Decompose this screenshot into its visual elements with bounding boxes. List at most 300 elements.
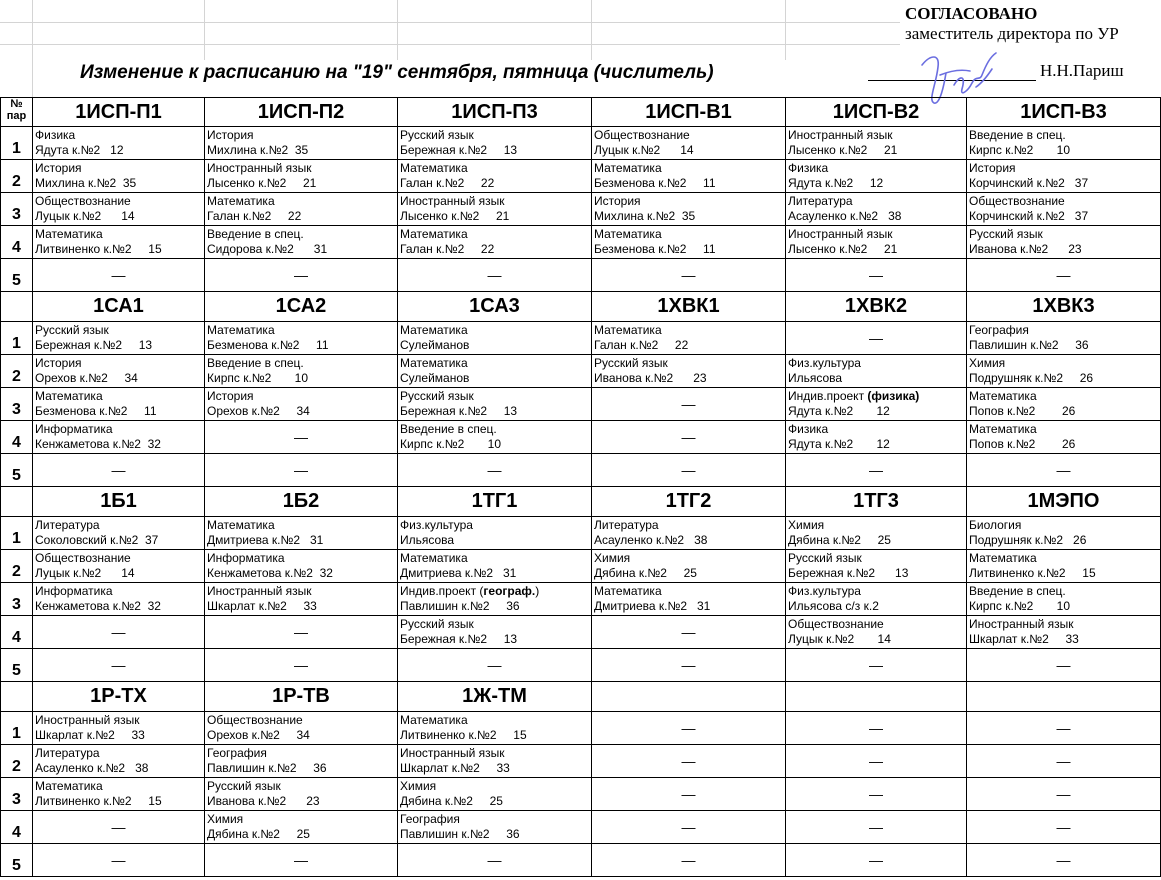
subject-text: Индив.проект ( xyxy=(400,584,484,598)
no-lesson-dash: — xyxy=(487,462,502,478)
subject-name xyxy=(786,194,966,209)
lesson-cell xyxy=(33,778,205,811)
lesson-number: 1 xyxy=(1,322,33,355)
subject-text: Введение в спец. xyxy=(969,128,1066,142)
schedule-row xyxy=(1,517,1161,550)
lesson-cell xyxy=(205,583,398,616)
lesson-number: 4 xyxy=(1,811,33,844)
lesson-cell xyxy=(592,745,786,778)
subject-text: Русский язык xyxy=(969,227,1043,241)
no-lesson-dash: — xyxy=(1056,852,1071,868)
schedule-row xyxy=(1,454,1161,487)
subject-text: Биология xyxy=(969,518,1022,532)
subject-text: Обществознание xyxy=(788,617,884,631)
group-header: 1ХВК2 xyxy=(786,292,967,322)
teacher-room: Дябина к.№2 25 xyxy=(207,827,310,841)
lesson-cell xyxy=(592,550,786,583)
group-header xyxy=(592,682,786,712)
no-lesson-dash: — xyxy=(869,753,883,769)
lesson-cell xyxy=(786,160,967,193)
signer-name: Н.Н.Париш xyxy=(1040,61,1124,80)
group-header: 1ИСП-В3 xyxy=(967,98,1161,127)
no-lesson-dash: — xyxy=(681,462,696,478)
subject-text: Обществознание xyxy=(969,194,1065,208)
lesson-cell xyxy=(967,811,1161,844)
lesson-cell xyxy=(33,745,205,778)
lesson-number: 3 xyxy=(1,583,33,616)
lesson-cell xyxy=(967,355,1161,388)
subject-name xyxy=(205,812,397,827)
lesson-cell xyxy=(398,616,592,649)
subject-text: Иностранный язык xyxy=(969,617,1074,631)
lesson-cell xyxy=(33,712,205,745)
subject-text: Введение в спец. xyxy=(400,422,497,436)
subject-name xyxy=(33,746,204,761)
lesson-cell xyxy=(205,226,398,259)
schedule-row xyxy=(1,844,1161,877)
subject-name xyxy=(205,161,397,176)
subject-name xyxy=(33,551,204,566)
lesson-cell xyxy=(786,226,967,259)
subject-name xyxy=(592,584,785,599)
group-header: 1ХВК3 xyxy=(967,292,1161,322)
grid-line xyxy=(32,0,33,97)
lesson-cell xyxy=(33,454,205,487)
subject-name xyxy=(786,551,966,566)
group-header: 1СА1 xyxy=(33,292,205,322)
subject-text: Обществознание xyxy=(594,128,690,142)
no-lesson-dash: — xyxy=(1056,657,1071,673)
no-lesson-dash: — xyxy=(111,462,126,478)
subject-text: История xyxy=(35,356,82,370)
schedule-row xyxy=(1,322,1161,355)
subject-text: Математика xyxy=(400,161,468,175)
teacher-room: Луцык к.№2 14 xyxy=(35,566,135,580)
group-header: 1Р-ТХ xyxy=(33,682,205,712)
lesson-cell xyxy=(398,322,592,355)
lesson-cell xyxy=(786,745,967,778)
lesson-number: 3 xyxy=(1,778,33,811)
subject-name xyxy=(398,194,591,209)
subject-name xyxy=(967,389,1160,404)
subject-text: Математика xyxy=(969,422,1037,436)
lesson-cell xyxy=(33,550,205,583)
subject-text: География xyxy=(969,323,1029,337)
teacher-room: Безменова к.№2 11 xyxy=(594,242,716,256)
subject-name xyxy=(398,128,591,143)
subject-name xyxy=(205,227,397,242)
subject-text: Индив.проект xyxy=(788,389,868,403)
subject-note: географ. xyxy=(483,584,536,598)
group-header: 1ТГ3 xyxy=(786,487,967,517)
lesson-cell xyxy=(205,649,398,682)
teacher-room: Орехов к.№2 34 xyxy=(35,371,138,385)
teacher-room: Лысенко к.№2 21 xyxy=(400,209,510,223)
teacher-room: Иванова к.№2 23 xyxy=(207,794,320,808)
no-lesson-dash: — xyxy=(681,429,696,445)
subject-name xyxy=(205,584,397,599)
teacher-room: Дябина к.№2 25 xyxy=(788,533,891,547)
lesson-cell xyxy=(967,388,1161,421)
group-header: 1ИСП-В1 xyxy=(592,98,786,127)
subject-text: Русский язык xyxy=(400,389,474,403)
no-lesson-dash: — xyxy=(1056,267,1071,283)
group-header: 1ИСП-П2 xyxy=(205,98,398,127)
subject-name xyxy=(967,356,1160,371)
subject-name xyxy=(786,356,966,371)
lesson-label: пар xyxy=(6,110,27,122)
schedule-row xyxy=(1,745,1161,778)
subject-name xyxy=(967,227,1160,242)
subject-name xyxy=(592,518,785,533)
no-lesson-dash: — xyxy=(487,657,502,673)
subject-name xyxy=(33,323,204,338)
lesson-cell xyxy=(33,160,205,193)
subject-text: Химия xyxy=(969,356,1006,370)
no-lesson-dash: — xyxy=(681,624,696,640)
grid-line xyxy=(785,0,786,60)
group-header: 1Ж-ТМ xyxy=(398,682,592,712)
lesson-cell xyxy=(205,421,398,454)
subject-text: Русский язык xyxy=(400,617,474,631)
lesson-cell xyxy=(592,454,786,487)
lesson-cell xyxy=(592,844,786,877)
lesson-cell xyxy=(205,160,398,193)
lesson-cell xyxy=(398,712,592,745)
no-lesson-dash: — xyxy=(111,624,126,640)
no-lesson-dash: — xyxy=(869,267,883,283)
lesson-cell xyxy=(967,844,1161,877)
lesson-cell xyxy=(398,259,592,292)
number-sign: № xyxy=(10,98,23,110)
group-header: 1ИСП-В2 xyxy=(786,98,967,127)
lesson-cell xyxy=(967,226,1161,259)
group-header xyxy=(967,682,1161,712)
lesson-cell xyxy=(967,160,1161,193)
teacher-room: Орехов к.№2 34 xyxy=(207,404,310,418)
subject-text: Литература xyxy=(788,194,853,208)
teacher-room: Безменова к.№2 11 xyxy=(207,338,329,352)
lesson-cell xyxy=(398,226,592,259)
subject-name xyxy=(205,128,397,143)
lesson-cell xyxy=(205,712,398,745)
teacher-room: Иванова к.№2 23 xyxy=(969,242,1082,256)
no-lesson-dash: — xyxy=(869,852,883,868)
subject-name xyxy=(592,161,785,176)
teacher-room: Кирпс к.№2 10 xyxy=(400,437,502,451)
subject-text: Математика xyxy=(400,323,468,337)
subject-name xyxy=(592,551,785,566)
subject-text: Введение в спец. xyxy=(969,584,1066,598)
lesson-cell xyxy=(967,127,1161,160)
lesson-cell xyxy=(33,355,205,388)
teacher-room: Бережная к.№2 13 xyxy=(400,404,518,418)
lesson-cell xyxy=(205,517,398,550)
no-lesson-dash: — xyxy=(1056,462,1071,478)
lesson-cell xyxy=(398,811,592,844)
lesson-cell xyxy=(592,259,786,292)
subject-name xyxy=(398,617,591,632)
lesson-cell xyxy=(33,811,205,844)
lesson-cell xyxy=(205,778,398,811)
no-lesson-dash: — xyxy=(294,267,308,283)
lesson-cell xyxy=(967,550,1161,583)
lesson-number: 2 xyxy=(1,160,33,193)
lesson-cell xyxy=(398,355,592,388)
group-header: 1Б1 xyxy=(33,487,205,517)
schedule-row xyxy=(1,259,1161,292)
lesson-cell xyxy=(786,712,967,745)
subject-text: Математика xyxy=(400,356,468,370)
teacher-room: Безменова к.№2 11 xyxy=(35,404,157,418)
subject-suffix: ) xyxy=(535,584,540,598)
grid-line xyxy=(591,0,592,60)
group-header: 1Б2 xyxy=(205,487,398,517)
subject-name xyxy=(398,713,591,728)
teacher-room: Ильясова xyxy=(400,533,455,547)
subject-name xyxy=(33,227,204,242)
lesson-cell xyxy=(398,193,592,226)
lesson-cell xyxy=(967,649,1161,682)
no-lesson-dash: — xyxy=(869,657,883,673)
group-header: 1ХВК1 xyxy=(592,292,786,322)
lesson-cell xyxy=(592,712,786,745)
subject-name xyxy=(398,518,591,533)
schedule-row xyxy=(1,127,1161,160)
no-lesson-dash: — xyxy=(869,720,883,736)
lesson-cell xyxy=(786,550,967,583)
subject-name xyxy=(967,617,1160,632)
lesson-cell xyxy=(786,322,967,355)
subject-name xyxy=(398,323,591,338)
group-header xyxy=(786,682,967,712)
grid-line xyxy=(204,0,205,60)
subject-text: Математика xyxy=(207,194,275,208)
subject-name xyxy=(967,551,1160,566)
teacher-room: Дябина к.№2 25 xyxy=(400,794,503,808)
subject-text: История xyxy=(35,161,82,175)
subject-text: Литература xyxy=(594,518,659,532)
subject-name xyxy=(205,518,397,533)
lesson-cell xyxy=(398,388,592,421)
subject-text: География xyxy=(400,812,460,826)
lesson-number-header xyxy=(1,98,33,127)
teacher-room: Сулейманов xyxy=(400,371,470,385)
lesson-cell xyxy=(205,550,398,583)
lesson-number: 2 xyxy=(1,550,33,583)
lesson-number: 1 xyxy=(1,712,33,745)
schedule-row xyxy=(1,778,1161,811)
subject-text: Математика xyxy=(207,518,275,532)
teacher-room: Подрушняк к.№2 26 xyxy=(969,533,1087,547)
teacher-room: Павлишин к.№2 36 xyxy=(207,761,327,775)
subject-name xyxy=(33,389,204,404)
subject-name xyxy=(205,356,397,371)
subject-text: История xyxy=(207,389,254,403)
subject-text: Физика xyxy=(788,422,829,436)
schedule-row xyxy=(1,616,1161,649)
subject-name xyxy=(33,779,204,794)
lesson-cell xyxy=(592,226,786,259)
lesson-cell xyxy=(592,322,786,355)
subject-name xyxy=(786,161,966,176)
subject-text: Информатика xyxy=(207,551,285,565)
grid-line xyxy=(397,0,398,60)
no-lesson-dash: — xyxy=(681,720,696,736)
lesson-cell xyxy=(786,649,967,682)
approved-label: СОГЛАСОВАНО xyxy=(905,4,1038,23)
lesson-number: 5 xyxy=(1,259,33,292)
subject-text: Математика xyxy=(207,323,275,337)
schedule-row xyxy=(1,388,1161,421)
subject-name xyxy=(398,227,591,242)
subject-text: Математика xyxy=(594,584,662,598)
lesson-cell xyxy=(33,226,205,259)
lesson-cell xyxy=(398,421,592,454)
lesson-cell xyxy=(786,517,967,550)
lesson-cell xyxy=(205,454,398,487)
subject-text: Математика xyxy=(594,161,662,175)
teacher-room: Бережная к.№2 13 xyxy=(788,566,909,580)
subject-text: Иностранный язык xyxy=(400,194,505,208)
teacher-room: Попов к.№2 26 xyxy=(969,404,1076,418)
teacher-room: Дябина к.№2 25 xyxy=(594,566,697,580)
subject-name xyxy=(33,128,204,143)
teacher-room: Луцык к.№2 14 xyxy=(35,209,135,223)
page-title: Изменение к расписанию на "19" сентября, пятница (числитель) xyxy=(80,62,714,83)
subject-text: История xyxy=(969,161,1016,175)
lesson-cell xyxy=(592,421,786,454)
no-lesson-dash: — xyxy=(111,819,126,835)
subject-name xyxy=(398,161,591,176)
subject-name xyxy=(33,161,204,176)
subject-name xyxy=(967,518,1160,533)
schedule-row xyxy=(1,811,1161,844)
lesson-number: 4 xyxy=(1,421,33,454)
lesson-cell xyxy=(786,193,967,226)
subject-text: Математика xyxy=(35,389,103,403)
lesson-cell xyxy=(205,811,398,844)
lesson-cell xyxy=(967,421,1161,454)
teacher-room: Корчинский к.№2 37 xyxy=(969,209,1089,223)
subject-name xyxy=(205,746,397,761)
teacher-room: Ядута к.№2 12 xyxy=(788,404,890,418)
subject-text: Физ.культура xyxy=(400,518,473,532)
subject-text: Математика xyxy=(969,551,1037,565)
no-lesson-dash: — xyxy=(1056,819,1071,835)
lesson-cell xyxy=(967,259,1161,292)
lesson-cell xyxy=(33,259,205,292)
subject-name xyxy=(398,746,591,761)
teacher-room: Шкарлат к.№2 33 xyxy=(207,599,317,613)
lesson-cell xyxy=(398,454,592,487)
subject-text: Математика xyxy=(400,227,468,241)
lesson-cell xyxy=(592,127,786,160)
no-lesson-dash: — xyxy=(681,852,696,868)
group-header: 1ТГ2 xyxy=(592,487,786,517)
teacher-room: Дмитриева к.№2 31 xyxy=(400,566,517,580)
no-lesson-dash: — xyxy=(111,657,126,673)
lesson-cell xyxy=(786,259,967,292)
lesson-cell xyxy=(592,193,786,226)
lesson-number: 5 xyxy=(1,844,33,877)
lesson-cell xyxy=(33,517,205,550)
teacher-room: Бережная к.№2 13 xyxy=(400,632,518,646)
group-header: 1ИСП-П3 xyxy=(398,98,592,127)
subject-name xyxy=(786,518,966,533)
teacher-room: Кенжаметова к.№2 32 xyxy=(207,566,333,580)
lesson-cell xyxy=(33,583,205,616)
teacher-room: Сулейманов xyxy=(400,338,470,352)
no-lesson-dash: — xyxy=(294,852,308,868)
lesson-cell xyxy=(205,127,398,160)
lesson-cell xyxy=(592,517,786,550)
no-lesson-dash: — xyxy=(111,852,126,868)
subject-name xyxy=(967,194,1160,209)
lesson-cell xyxy=(967,517,1161,550)
lesson-cell xyxy=(967,583,1161,616)
subject-text: Русский язык xyxy=(207,779,281,793)
schedule-row xyxy=(1,355,1161,388)
teacher-room: Корчинский к.№2 37 xyxy=(969,176,1089,190)
lesson-cell xyxy=(398,844,592,877)
no-lesson-dash: — xyxy=(681,396,696,412)
teacher-room: Асауленко к.№2 38 xyxy=(35,761,149,775)
group-header: 1МЭПО xyxy=(967,487,1161,517)
subject-text: Русский язык xyxy=(788,551,862,565)
no-lesson-dash: — xyxy=(681,267,696,283)
lesson-cell xyxy=(967,454,1161,487)
no-lesson-dash: — xyxy=(487,267,502,283)
lesson-number: 3 xyxy=(1,193,33,226)
subject-name xyxy=(33,713,204,728)
teacher-room: Кирпс к.№2 10 xyxy=(969,599,1071,613)
no-lesson-dash: — xyxy=(681,657,696,673)
subject-text: Обществознание xyxy=(207,713,303,727)
lesson-cell xyxy=(205,355,398,388)
lesson-cell xyxy=(592,811,786,844)
lesson-number-header xyxy=(1,682,33,712)
lesson-cell xyxy=(786,454,967,487)
group-header: 1ИСП-П1 xyxy=(33,98,205,127)
subject-text: Химия xyxy=(207,812,244,826)
schedule-row xyxy=(1,550,1161,583)
lesson-number: 2 xyxy=(1,355,33,388)
lesson-cell xyxy=(786,355,967,388)
teacher-room: Галан к.№2 22 xyxy=(400,176,495,190)
subject-text: Химия xyxy=(788,518,825,532)
lesson-number: 1 xyxy=(1,517,33,550)
lesson-number: 5 xyxy=(1,649,33,682)
lesson-cell xyxy=(205,259,398,292)
subject-name xyxy=(967,128,1160,143)
schedule-row xyxy=(1,712,1161,745)
lesson-number: 5 xyxy=(1,454,33,487)
teacher-room: Ильясова с/з к.2 xyxy=(788,599,879,613)
subject-text: Математика xyxy=(400,713,468,727)
subject-name xyxy=(398,779,591,794)
teacher-room: Лысенко к.№2 21 xyxy=(788,143,898,157)
grid-line xyxy=(0,22,900,23)
lesson-cell xyxy=(967,778,1161,811)
subject-name xyxy=(967,584,1160,599)
lesson-cell xyxy=(398,127,592,160)
lesson-cell xyxy=(33,844,205,877)
subject-name xyxy=(786,422,966,437)
subject-text: География xyxy=(207,746,267,760)
no-lesson-dash: — xyxy=(1056,786,1071,802)
lesson-cell xyxy=(967,193,1161,226)
